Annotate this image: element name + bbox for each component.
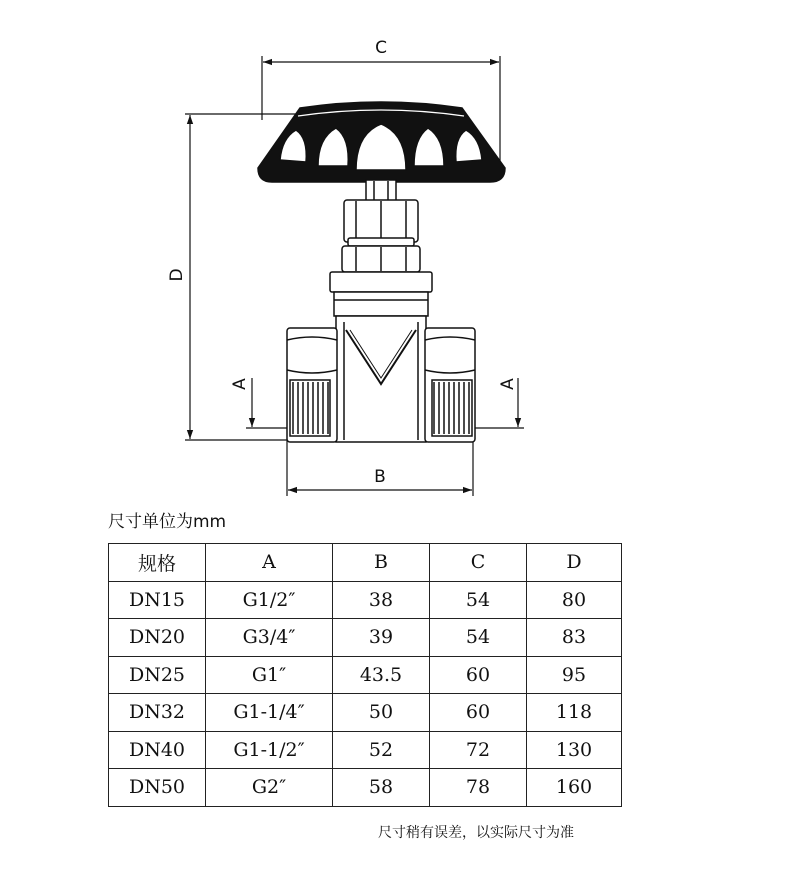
footnote: 尺寸稍有误差，以实际尺寸为准 <box>378 825 574 841</box>
header-a: A <box>206 544 333 582</box>
table-row <box>109 581 622 619</box>
table-row <box>109 731 622 769</box>
cell-b: 38 <box>333 581 430 619</box>
cell-c: 54 <box>430 619 527 657</box>
cell-b: 52 <box>333 731 430 769</box>
dimension-d-label: D <box>167 268 187 282</box>
section-a-right-label: A <box>498 378 518 390</box>
cell-a: G2″ <box>206 769 333 807</box>
table-row <box>109 619 622 657</box>
cell-d: 130 <box>527 731 622 769</box>
cell-d: 80 <box>527 581 622 619</box>
cell-c: 72 <box>430 731 527 769</box>
table-row <box>109 769 622 807</box>
cell-c: 54 <box>430 581 527 619</box>
gland-nut <box>344 200 418 246</box>
unit-note: 尺寸单位为mm <box>108 512 227 532</box>
table-header-row <box>109 544 622 582</box>
cell-a: G1-1/4″ <box>206 694 333 732</box>
right-threaded-port <box>425 328 475 442</box>
header-d: D <box>527 544 622 582</box>
section-a-left-label: A <box>230 378 250 390</box>
cell-b: 39 <box>333 619 430 657</box>
cell-d: 118 <box>527 694 622 732</box>
dimension-b-label: B <box>374 467 386 487</box>
cell-d: 160 <box>527 769 622 807</box>
cell-a: G1/2″ <box>206 581 333 619</box>
table-row <box>109 694 622 732</box>
cell-c: 60 <box>430 656 527 694</box>
valve-body <box>336 316 426 442</box>
cell-spec: DN32 <box>109 694 206 732</box>
dimension-c-label: C <box>375 38 387 58</box>
cell-a: G1-1/2″ <box>206 731 333 769</box>
header-c: C <box>430 544 527 582</box>
handwheel <box>258 102 505 182</box>
cell-spec: DN25 <box>109 656 206 694</box>
cell-d: 83 <box>527 619 622 657</box>
section-a-left-mark <box>246 378 290 428</box>
cell-b: 43.5 <box>333 656 430 694</box>
table-row <box>109 656 622 694</box>
cell-a: G1″ <box>206 656 333 694</box>
header-spec: 规格 <box>109 544 206 582</box>
spec-table <box>108 543 622 807</box>
cell-c: 78 <box>430 769 527 807</box>
left-threaded-port <box>287 328 337 442</box>
bonnet-flange <box>330 272 432 316</box>
cell-spec: DN50 <box>109 769 206 807</box>
cell-d: 95 <box>527 656 622 694</box>
cell-spec: DN15 <box>109 581 206 619</box>
cell-spec: DN40 <box>109 731 206 769</box>
cell-b: 58 <box>333 769 430 807</box>
header-b: B <box>333 544 430 582</box>
cell-c: 60 <box>430 694 527 732</box>
cell-b: 50 <box>333 694 430 732</box>
cell-spec: DN20 <box>109 619 206 657</box>
bonnet-nut <box>342 246 420 272</box>
cell-a: G3/4″ <box>206 619 333 657</box>
valve-stem <box>366 180 396 202</box>
